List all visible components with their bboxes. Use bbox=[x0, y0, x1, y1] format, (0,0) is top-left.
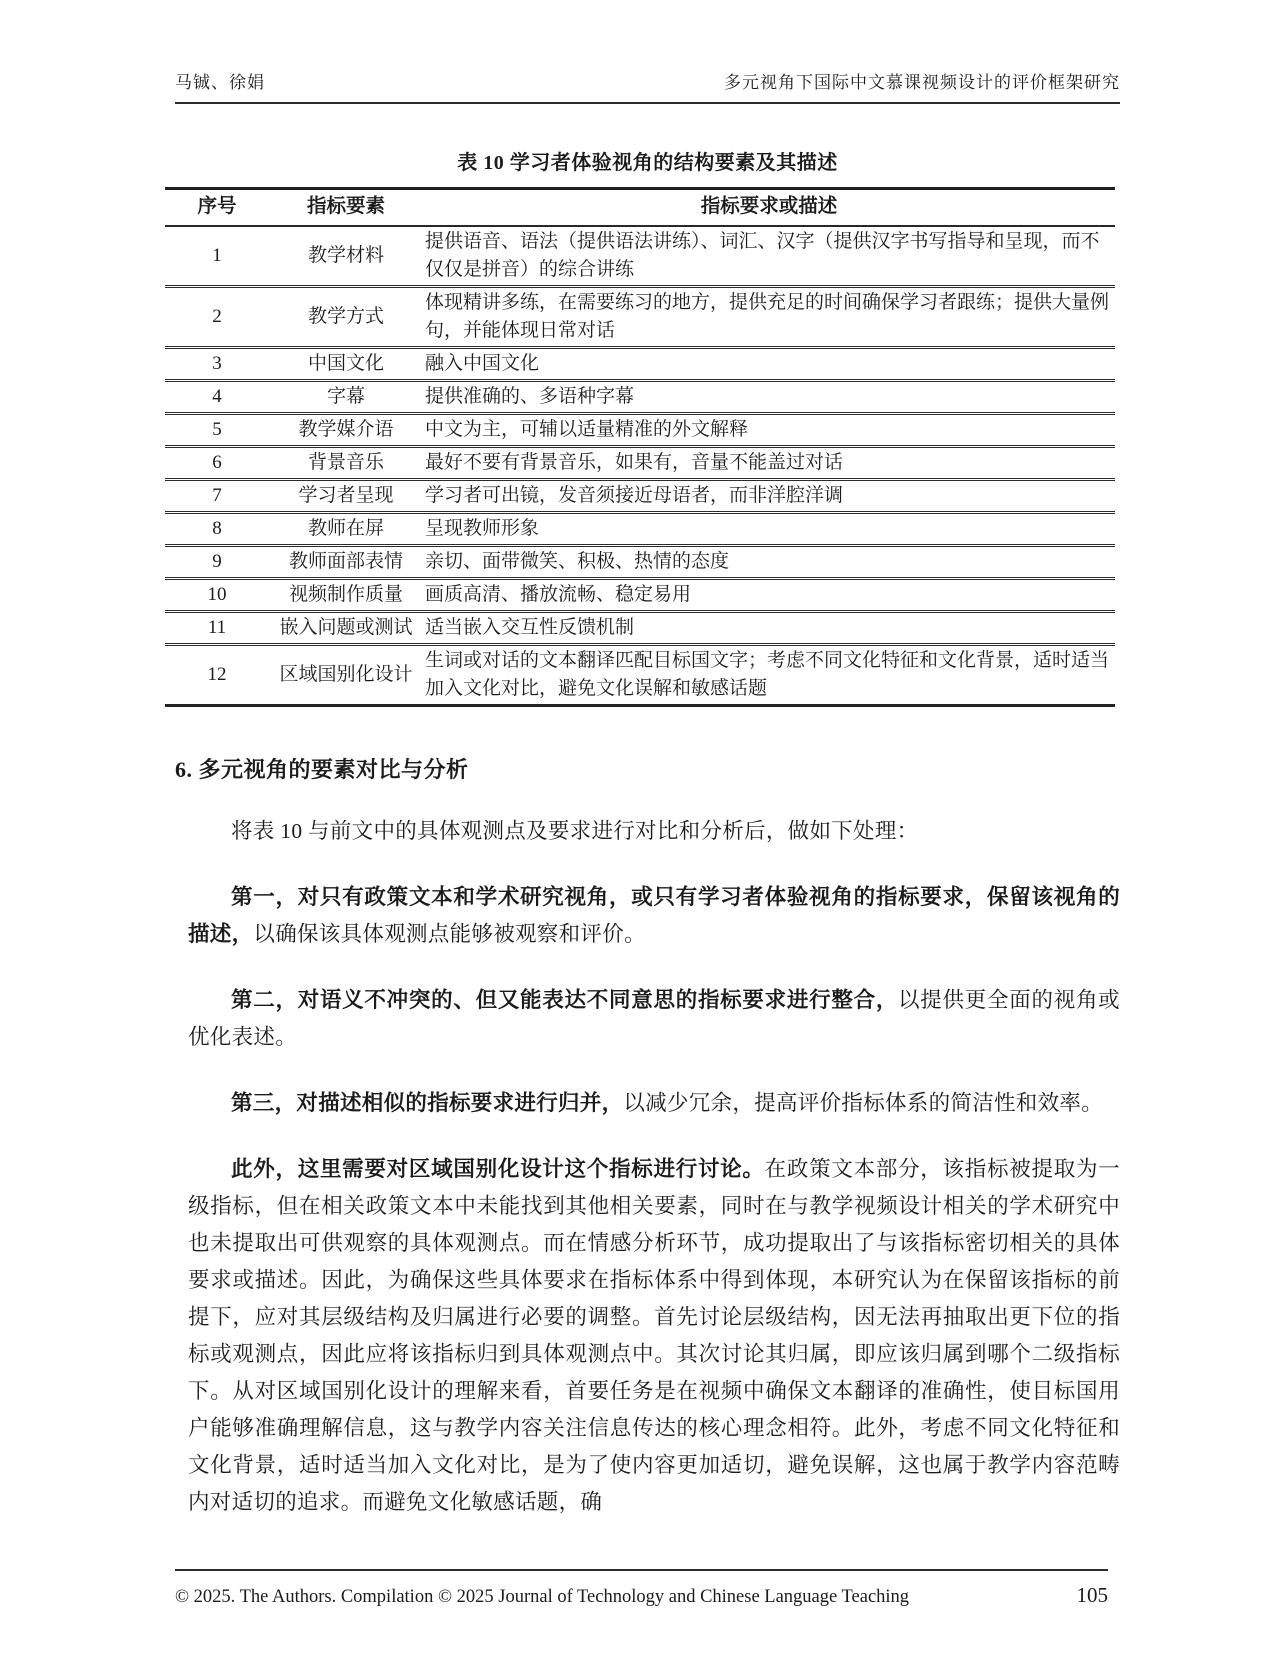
cell-no: 6 bbox=[212, 452, 222, 473]
cell-no: 9 bbox=[212, 551, 222, 572]
footer-copyright: © 2025. The Authors. Compilation © 2025 Journal of Technology and Chinese Language Teaching bbox=[175, 1587, 910, 1607]
indicator-table bbox=[165, 187, 1115, 707]
footer-page-number: 105 bbox=[1076, 1583, 1108, 1607]
cell-element: 背景音乐 bbox=[307, 452, 384, 473]
table-row bbox=[165, 414, 1115, 447]
header-author: 马铖、徐娟 bbox=[175, 73, 265, 92]
cell-desc: 提供准确的、多语种字幕 bbox=[425, 386, 635, 407]
cell-element: 学习者呈现 bbox=[298, 485, 394, 506]
header-article-title: 多元视角下国际中文慕课视频设计的评价框架研究 bbox=[724, 73, 1120, 92]
paragraph-bold-run: 此外，这里需要对区域国别化设计这个指标进行讨论。 bbox=[231, 1157, 765, 1181]
cell-element: 视频制作质量 bbox=[288, 584, 403, 605]
table-row bbox=[165, 579, 1115, 612]
paragraph-discussion bbox=[188, 1151, 1120, 1521]
column-header-desc: 指标要求或描述 bbox=[423, 189, 1115, 227]
cell-no: 1 bbox=[212, 245, 222, 266]
cell-element: 区域国别化设计 bbox=[279, 664, 413, 685]
cell-desc: 最好不要有背景音乐，如果有，音量不能盖过对话 bbox=[425, 452, 844, 473]
cell-no: 12 bbox=[207, 664, 227, 685]
table-row bbox=[165, 513, 1115, 546]
cell-element: 教师在屏 bbox=[307, 518, 384, 539]
cell-desc: 适当嵌入交互性反馈机制 bbox=[425, 617, 635, 638]
cell-no: 5 bbox=[212, 419, 222, 440]
cell-no: 3 bbox=[212, 353, 222, 374]
table-row bbox=[165, 226, 1115, 287]
cell-no: 7 bbox=[212, 485, 222, 506]
cell-element: 教学媒介语 bbox=[298, 419, 394, 440]
column-header-element: 指标要素 bbox=[269, 189, 423, 227]
paragraph-bold-run: 第一，对只有政策文本和学术研究视角，或只有学习者体验视角的指标要求，保留该视角的描述， bbox=[188, 885, 1120, 946]
cell-element: 字幕 bbox=[326, 386, 365, 407]
section-heading: 6. 多元视角的要素对比与分析 bbox=[175, 757, 469, 782]
cell-element: 教学方式 bbox=[307, 306, 384, 327]
cell-element: 教师面部表情 bbox=[288, 551, 403, 572]
cell-no: 11 bbox=[207, 617, 227, 638]
paragraph-second-rule bbox=[188, 982, 1120, 1056]
column-header-no: 序号 bbox=[165, 189, 269, 227]
table-header-row bbox=[165, 189, 1115, 227]
cell-desc: 提供语音、语法（提供语法讲练）、词汇、汉字（提供汉字书写指导和呈现，而不仅仅是拼音）的综合讲练 bbox=[425, 231, 1100, 280]
table-body bbox=[165, 226, 1115, 706]
table-row bbox=[165, 612, 1115, 645]
page-footer bbox=[175, 1569, 1108, 1608]
cell-element: 嵌入问题或测试 bbox=[279, 617, 413, 638]
table-row bbox=[165, 348, 1115, 381]
table-row bbox=[165, 645, 1115, 706]
cell-desc: 体现精讲多练，在需要练习的地方，提供充足的时间确保学习者跟练；提供大量例句，并能体现日常对话 bbox=[425, 292, 1110, 341]
paragraph-text-run: 将表 10 与前文中的具体观测点及要求进行对比和分析后，做如下处理： bbox=[231, 819, 919, 843]
paragraph-bold-run: 第三，对描述相似的指标要求进行归并， bbox=[231, 1091, 624, 1115]
table-row bbox=[165, 546, 1115, 579]
paragraph-first-rule bbox=[188, 879, 1120, 953]
cell-element: 教学材料 bbox=[307, 245, 384, 266]
cell-desc: 画质高清、播放流畅、稳定易用 bbox=[425, 584, 692, 605]
cell-desc: 生词或对话的文本翻译匹配目标国文字；考虑不同文化特征和文化背景，适时适当加入文化对比，避免文化误解和敏感话题 bbox=[425, 650, 1110, 699]
cell-element: 中国文化 bbox=[307, 353, 384, 374]
cell-no: 4 bbox=[212, 386, 222, 407]
table-row bbox=[165, 287, 1115, 348]
running-header bbox=[175, 68, 1120, 104]
cell-no: 10 bbox=[207, 584, 227, 605]
paragraph-text-run: 以减少冗余，提高评价指标体系的简洁性和效率。 bbox=[623, 1091, 1104, 1115]
cell-desc: 呈现教师形象 bbox=[425, 518, 540, 539]
paragraph-bold-run: 第二，对语义不冲突的、但又能表达不同意思的指标要求进行整合， bbox=[231, 988, 899, 1012]
paragraph-text-run: 以确保该具体观测点能够被观察和评价。 bbox=[253, 922, 646, 946]
table-row bbox=[165, 447, 1115, 480]
table-header bbox=[165, 189, 1115, 227]
paragraph-text-run: 以提供更全面的视角或优化表述。 bbox=[188, 988, 1120, 1049]
paragraph-text-run: 在政策文本部分，该指标被提取为一级指标，但在相关政策文本中未能找到其他相关要素，同时在与教学视频设计相关的学术研究中也未提取出可供观察的具体观测点。而在情感分析环节，成功提取出了与该指标密切相关的具体要求或描述。因此，为确保这些具体要求在指标体系中得到体现，本研究认为在保留该指标的前提下，应对其层级结构及归属进行必要的调整。首先讨论层级结构，因无法再抽取出更下位的指标或观测点，因此应将该指标归到具体观测点中。其次讨论其归属，即应该归属到哪个二级指标下。从对区域国别化设计的理解来看，首要任务是在视频中确保文本翻译的准确性，使目标国用户能够准确理解信息，这与教学内容关注信息传达的核心理念相符。此外，考虑不同文化特征和文化背景，适时适当加入文化对比，是为了使内容更加适切，避免误解，这也属于教学内容范畴内对适切的追求。而避免文化敏感话题，确 bbox=[188, 1157, 1120, 1514]
table-row bbox=[165, 381, 1115, 414]
cell-no: 8 bbox=[212, 518, 222, 539]
table-caption: 表 10 学习者体验视角的结构要素及其描述 bbox=[457, 152, 838, 174]
cell-desc: 学习者可出镜，发音须接近母语者，而非洋腔洋调 bbox=[425, 485, 844, 506]
cell-no: 2 bbox=[212, 306, 222, 327]
cell-desc: 亲切、面带微笑、积极、热情的态度 bbox=[425, 551, 730, 572]
paragraph-third-rule bbox=[188, 1085, 1120, 1122]
cell-desc: 中文为主，可辅以适量精准的外文解释 bbox=[425, 419, 749, 440]
table-row bbox=[165, 480, 1115, 513]
paragraph-intro bbox=[188, 813, 1120, 850]
cell-desc: 融入中国文化 bbox=[425, 353, 540, 374]
